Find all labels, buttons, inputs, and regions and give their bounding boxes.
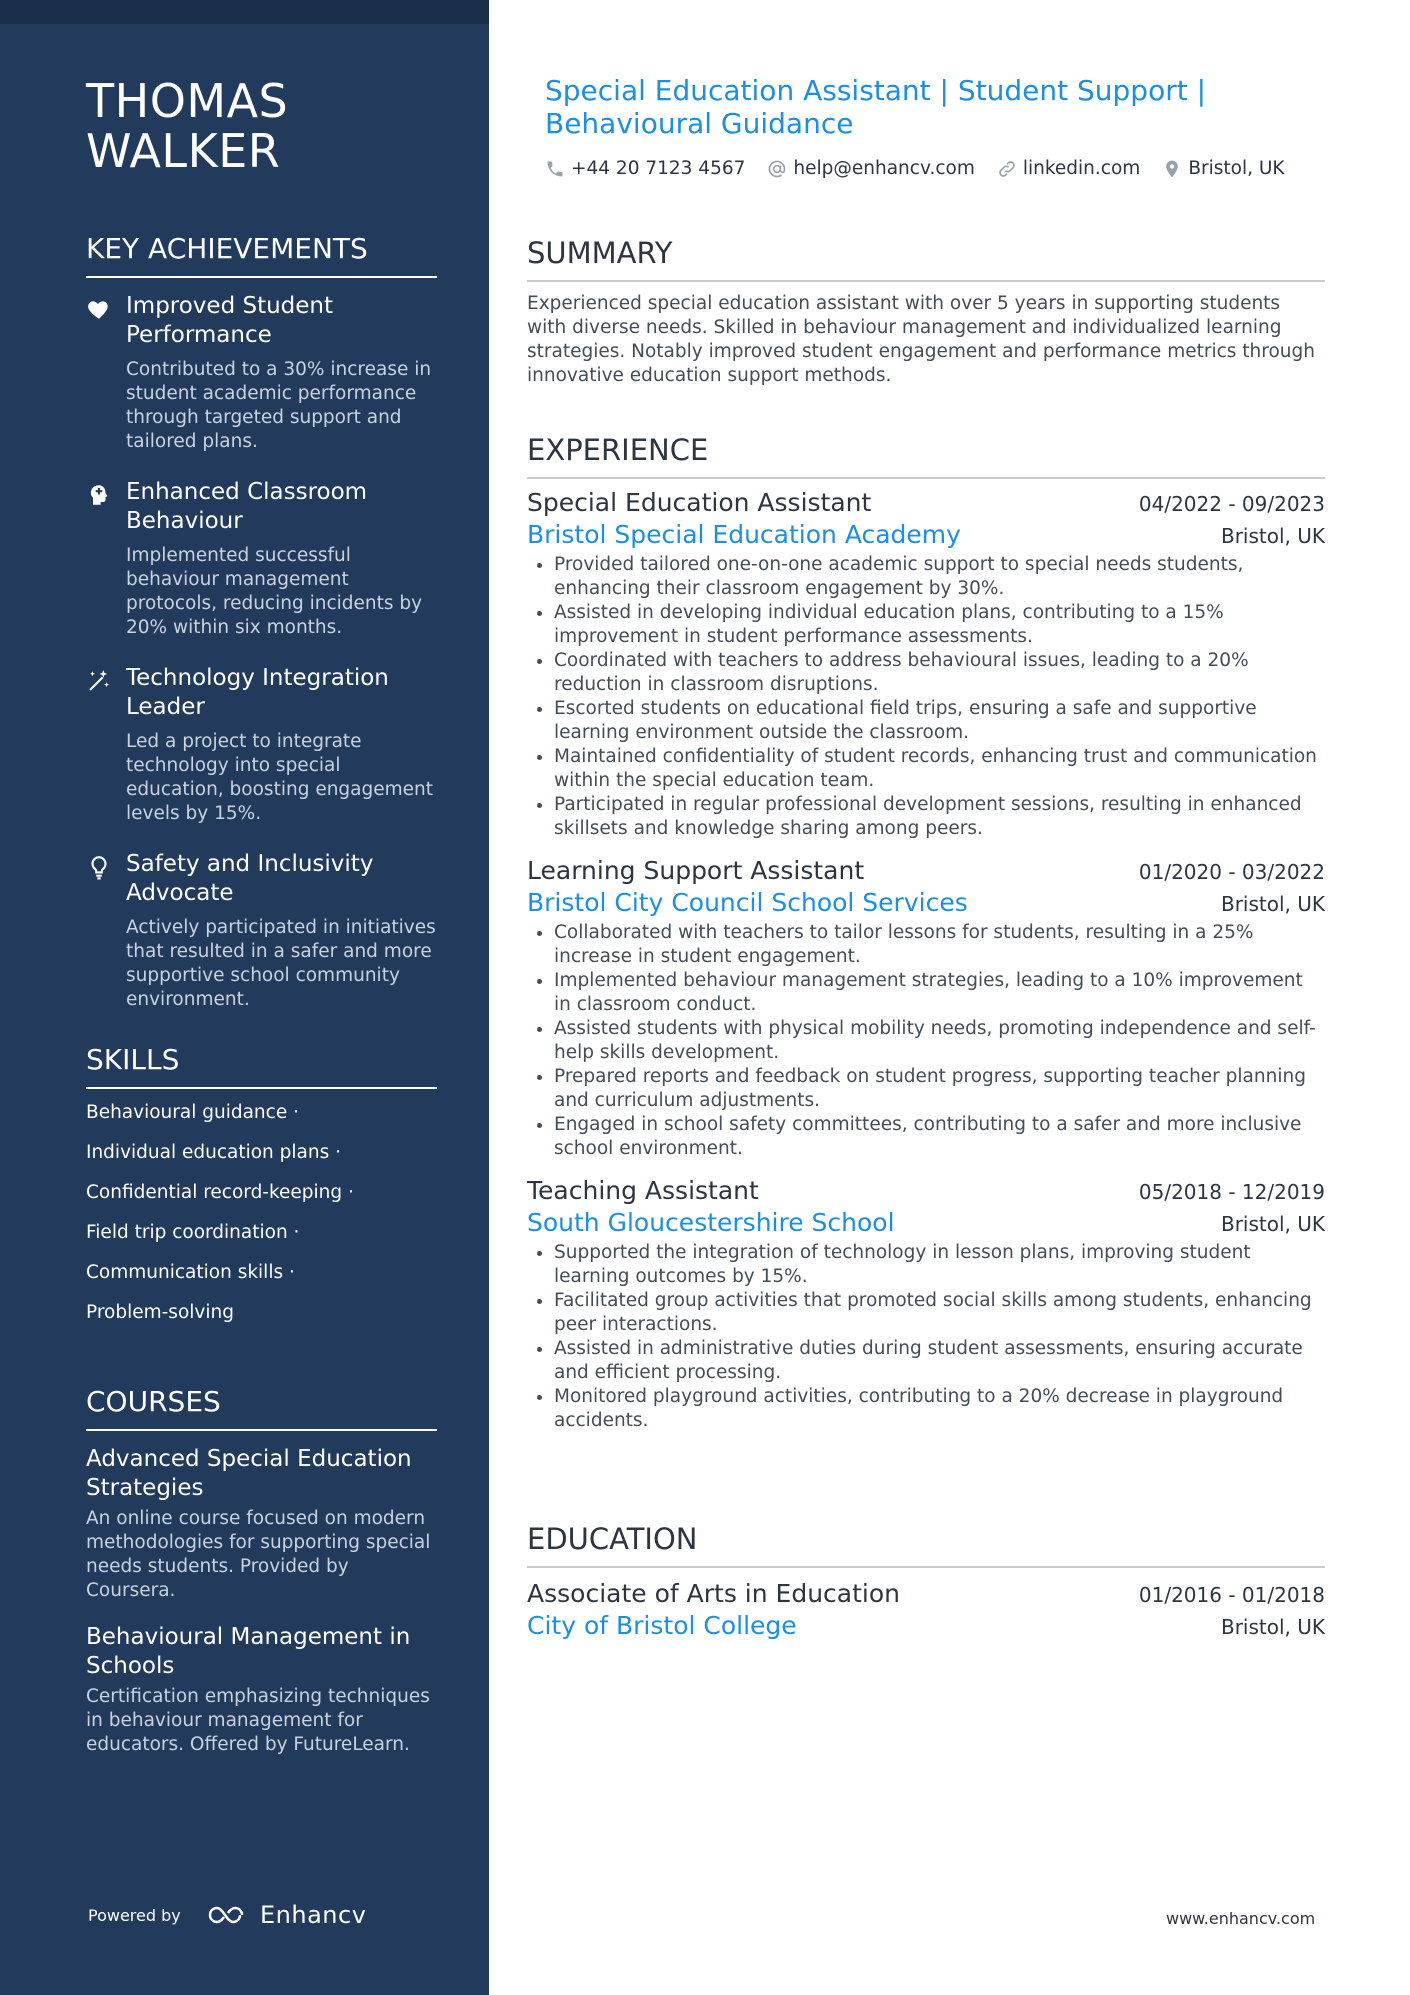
job-bullet: • Prepared reports and feedback on student progress, supporting teacher planning and curriculum adjustments.: [554, 1065, 1325, 1113]
job-dates: 01/2020 - 03/2022: [1138, 860, 1325, 884]
school-location: Bristol, UK: [1220, 1615, 1325, 1639]
skill-item: Individual education plans ·: [86, 1142, 341, 1163]
achievement-title: Safety and Inclusivity Advocate: [126, 851, 374, 906]
course-desc: An online course focused on modern methodologies for supporting special needs students. Provided by Coursera.: [86, 1508, 431, 1601]
at-icon: [767, 159, 787, 179]
contact-linkedin[interactable]: [997, 158, 1140, 179]
degree-title: Associate of Arts in Education: [527, 1579, 900, 1608]
job-organization: Bristol City Council School Services: [527, 888, 968, 917]
achievement-title: Technology Integration Leader: [126, 665, 389, 720]
job-bullets: [527, 921, 1325, 1161]
contact-row: [545, 158, 1335, 179]
head-brain-icon: [86, 482, 112, 508]
skills-section: [86, 1043, 437, 1325]
job-bullet: • Assisted in administrative duties during student assessments, ensuring accurate and efficient processing.: [554, 1337, 1325, 1385]
job-bullets: [527, 553, 1325, 841]
job-bullet: • Provided tailored one-on-one academic support to special needs students, enhancing their classroom engagement by 30%.: [554, 553, 1325, 601]
skill-item: Problem-solving: [86, 1302, 234, 1323]
achievement-item: [86, 850, 437, 1012]
education-section: [527, 1522, 1325, 1642]
courses-heading: COURSES: [86, 1385, 437, 1431]
link-icon: [997, 159, 1017, 179]
job-location: Bristol, UK: [1220, 524, 1325, 548]
job-title: Teaching Assistant: [527, 1176, 759, 1205]
email-text: help@enhancv.com: [793, 158, 975, 179]
job-title: Learning Support Assistant: [527, 856, 865, 885]
headline: Special Education Assistant | Student Support | Behavioural Guidance: [545, 74, 1207, 140]
lightbulb-icon: [86, 854, 112, 880]
skill-item: Behavioural guidance ·: [86, 1102, 299, 1123]
education-heading: EDUCATION: [527, 1522, 1325, 1568]
sidebar: [0, 0, 489, 1995]
achievement-desc: Led a project to integrate technology into special education, boosting engagement levels by 15%.: [126, 731, 434, 824]
job-bullet: • Supported the integration of technology in lesson plans, improving student learning outcomes by 15%.: [554, 1241, 1325, 1289]
achievements-heading: KEY ACHIEVEMENTS: [86, 232, 437, 278]
enhancv-brand: Enhancv: [260, 1901, 367, 1929]
course-title: Advanced Special Education Strategies: [86, 1446, 412, 1501]
job-entry: [527, 487, 1325, 841]
summary-section: [527, 236, 1325, 388]
course-desc: Certification emphasizing techniques in behaviour management for educators. Offered by FutureLearn.: [86, 1686, 430, 1755]
contact-phone[interactable]: [545, 158, 745, 179]
footer-url[interactable]: www.enhancv.com: [1166, 1909, 1316, 1928]
job-bullet: • Facilitated group activities that promoted social skills among students, enhancing peer interactions.: [554, 1289, 1325, 1337]
summary-text: Experienced special education assistant with over 5 years in supporting students with diverse needs. Skilled in behaviour management and individualized learning strategies. Notably improved student engagement and performance metrics through innovative education support methods.: [527, 293, 1315, 386]
job-bullet: • Assisted students with physical mobility needs, promoting independence and self-help skills development.: [554, 1017, 1325, 1065]
job-location: Bristol, UK: [1220, 1212, 1325, 1236]
courses-section: [86, 1385, 437, 1757]
job-entry: [527, 855, 1325, 1161]
sidebar-top-bar: [0, 0, 489, 24]
job-dates: 04/2022 - 09/2023: [1138, 492, 1325, 516]
contact-location: [1162, 158, 1284, 179]
job-bullet: • Participated in regular professional development sessions, resulting in enhanced skillsets and knowledge sharing among peers.: [554, 793, 1325, 841]
job-organization: Bristol Special Education Academy: [527, 520, 961, 549]
achievements-section: [86, 232, 437, 1012]
job-bullet: • Implemented behaviour management strategies, leading to a 10% improvement in classroom conduct.: [554, 969, 1325, 1017]
job-bullet: • Escorted students on educational field trips, ensuring a safe and supportive learning environment outside the classroom.: [554, 697, 1325, 745]
course-title: Behavioural Management in Schools: [86, 1624, 411, 1679]
summary-heading: SUMMARY: [527, 236, 1325, 282]
skill-item: Field trip coordination ·: [86, 1222, 300, 1243]
phone-text: +44 20 7123 4567: [571, 158, 746, 179]
job-title: Special Education Assistant: [527, 488, 872, 517]
skills-heading: SKILLS: [86, 1043, 437, 1089]
enhancv-logo-icon: [206, 1903, 254, 1927]
achievement-item: [86, 478, 437, 640]
achievement-desc: Implemented successful behaviour management protocols, reducing incidents by 20% within six months.: [126, 545, 423, 638]
enhancv-logo: [206, 1900, 366, 1930]
job-organization: South Gloucestershire School: [527, 1208, 895, 1237]
education-entry: [527, 1578, 1325, 1642]
job-location: Bristol, UK: [1220, 892, 1325, 916]
skill-item: Communication skills ·: [86, 1262, 295, 1283]
job-entry: [527, 1175, 1325, 1433]
achievement-title: Improved Student Performance: [126, 293, 334, 348]
job-bullet: • Engaged in school safety committees, contributing to a safer and more inclusive school environment.: [554, 1113, 1325, 1161]
experience-heading: EXPERIENCE: [527, 433, 1325, 479]
powered-by-label: Powered by: [88, 1906, 181, 1925]
job-dates: 05/2018 - 12/2019: [1138, 1180, 1325, 1204]
job-bullet: • Collaborated with teachers to tailor lessons for students, resulting in a 25% increase in student engagement.: [554, 921, 1325, 969]
location-text: Bristol, UK: [1188, 158, 1285, 179]
education-dates: 01/2016 - 01/2018: [1138, 1583, 1325, 1607]
skill-item: Confidential record-keeping ·: [86, 1182, 354, 1203]
school-name: City of Bristol College: [527, 1611, 797, 1640]
achievement-desc: Actively participated in initiatives that resulted in a safer and more supportive school community environment.: [126, 917, 436, 1010]
job-bullet: • Assisted in developing individual education plans, contributing to a 15% improvement in student performance assessments.: [554, 601, 1325, 649]
candidate-name: THOMAS WALKER: [86, 74, 289, 178]
achievement-desc: Contributed to a 30% increase in student academic performance through targeted support and tailored plans.: [126, 359, 432, 452]
job-bullet: • Maintained confidentiality of student records, enhancing trust and communication within the special education team.: [554, 745, 1325, 793]
experience-section: [527, 433, 1325, 1433]
achievement-item: [86, 664, 437, 826]
location-pin-icon: [1162, 159, 1182, 179]
job-bullet: • Monitored playground activities, contributing to a 20% decrease in playground accidents.: [554, 1385, 1325, 1433]
contact-email[interactable]: [767, 158, 974, 179]
phone-icon: [545, 159, 565, 179]
achievement-title: Enhanced Classroom Behaviour: [126, 479, 368, 534]
achievement-item: [86, 292, 437, 454]
linkedin-text: linkedin.com: [1022, 158, 1141, 179]
job-bullets: [527, 1241, 1325, 1433]
heart-icon: [86, 296, 112, 322]
job-bullet: • Coordinated with teachers to address behavioural issues, leading to a 20% reduction in classroom disruptions.: [554, 649, 1325, 697]
magic-wand-icon: [86, 668, 112, 694]
